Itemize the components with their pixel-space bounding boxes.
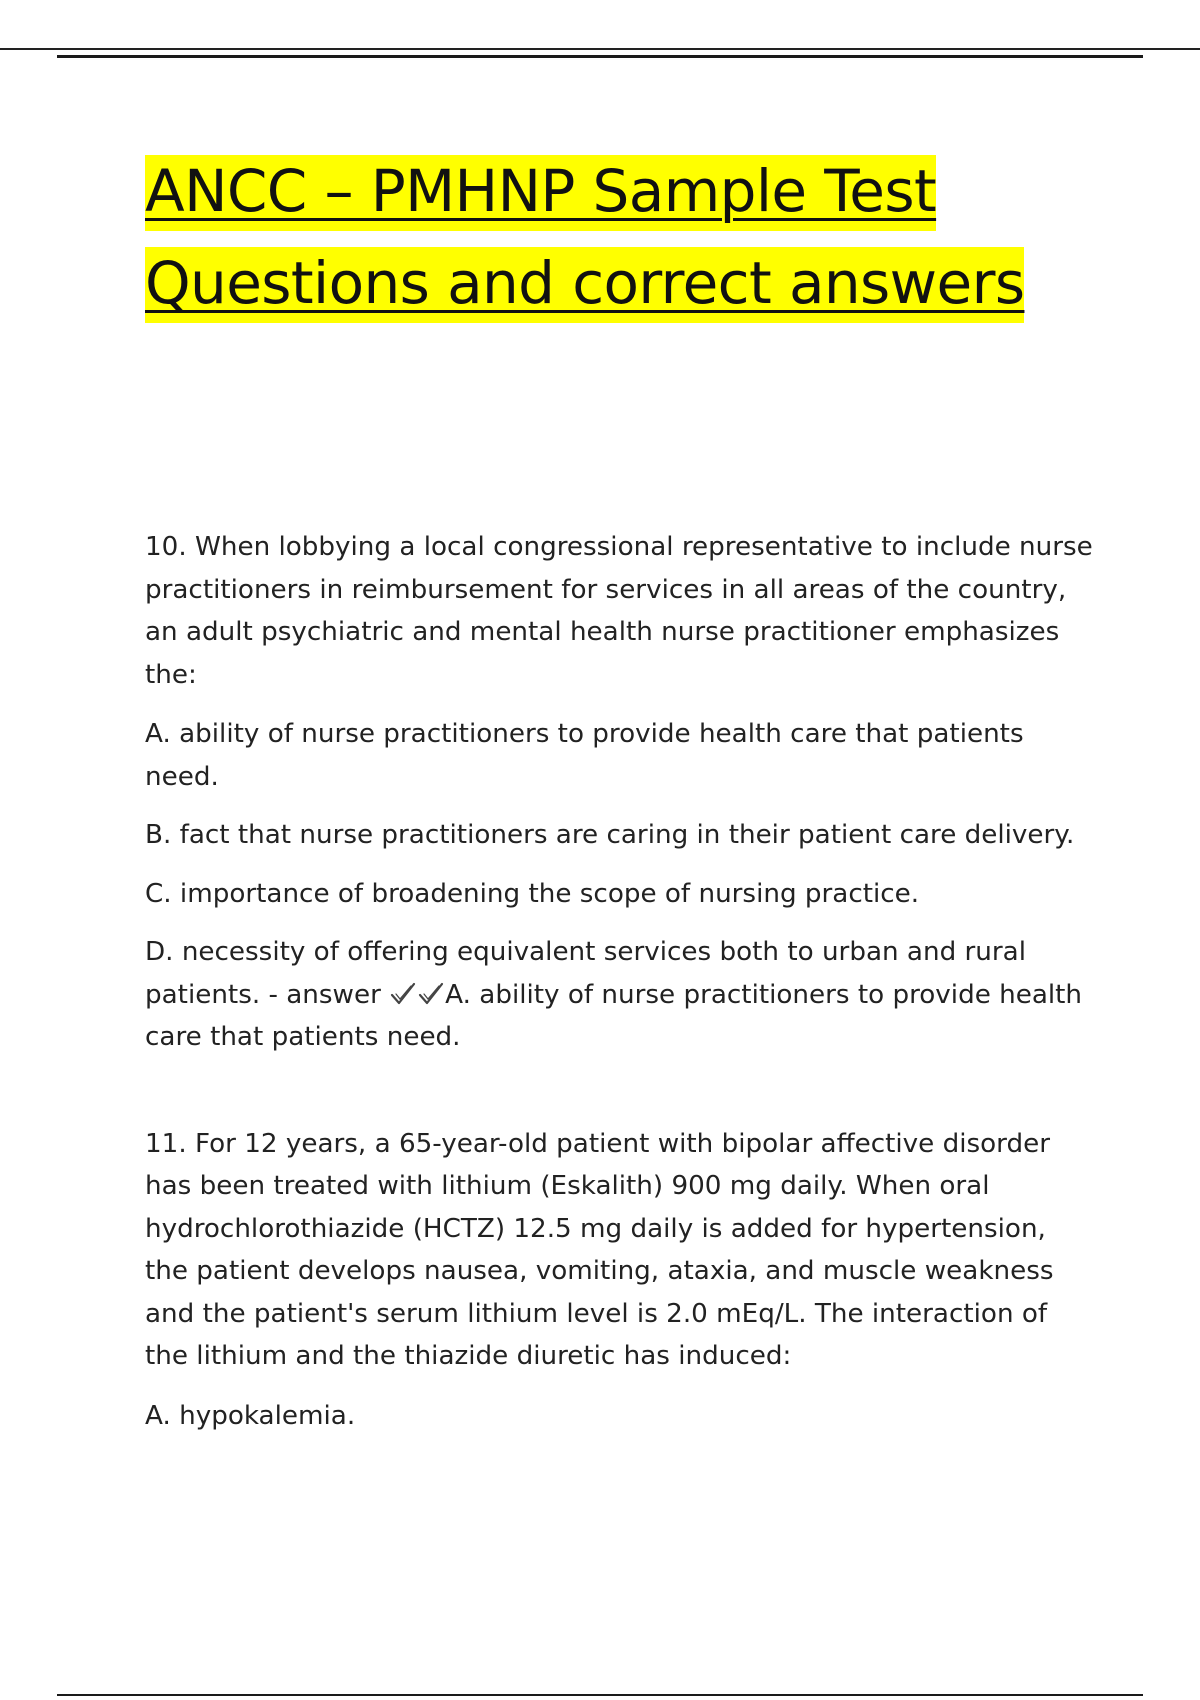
question-10-option-a: A. ability of nurse practitioners to provide health care that patients need. [145,719,1024,792]
title-line-2-text: Questions and correct answers [145,247,1024,323]
question-10 [145,526,1095,1059]
question-10-answer: A. ability of nurse practitioners to provide health care that patients need. [145,979,1083,1052]
question-10-stem: 10. When lobbying a local congressional representative to include nurse practitioners in reimbursement for services in all areas of the country, an adult psychiatric and mental health nurse practitioner emphasizes the: [145,532,1093,690]
title-line-1-text: ANCC – PMHNP Sample Test [145,155,936,231]
page-top-edge-line [0,48,1200,50]
check-icon [417,980,445,1008]
question-10-option-d-with-answer [145,931,1095,1059]
footer-rule [57,1694,1143,1696]
question-11 [145,1123,1095,1438]
question-content [145,526,1095,1453]
question-spacer [145,1059,1095,1123]
header-rule [57,55,1143,58]
question-10-option-c: C. importance of broadening the scope of nursing practice. [145,878,920,909]
check-icon [389,980,417,1008]
question-11-stem: 11. For 12 years, a 65-year-old patient with bipolar affective disorder has been treated with lithium (Eskalith) 900 mg daily. When oral hydrochlorothiazide (HCTZ) 12.5 mg daily is added for hypertension, the patient develops nausea, vomiting, ataxia, and muscle weakness and the patient's serum lithium level is 2.0 mEq/L. The interaction of the lithium and the thiazide diuretic has induced: [145,1128,1054,1371]
document-title [145,145,1145,329]
title-line-1 [145,145,1145,237]
title-line-2 [145,237,1145,329]
question-10-option-b: B. fact that nurse practitioners are caring in their patient care delivery. [145,820,1075,850]
question-10-option-d: D. necessity of offering equivalent services both to urban and rural patients. - answer [145,937,1026,1010]
question-11-option-a: A. hypokalemia. [145,1400,356,1431]
